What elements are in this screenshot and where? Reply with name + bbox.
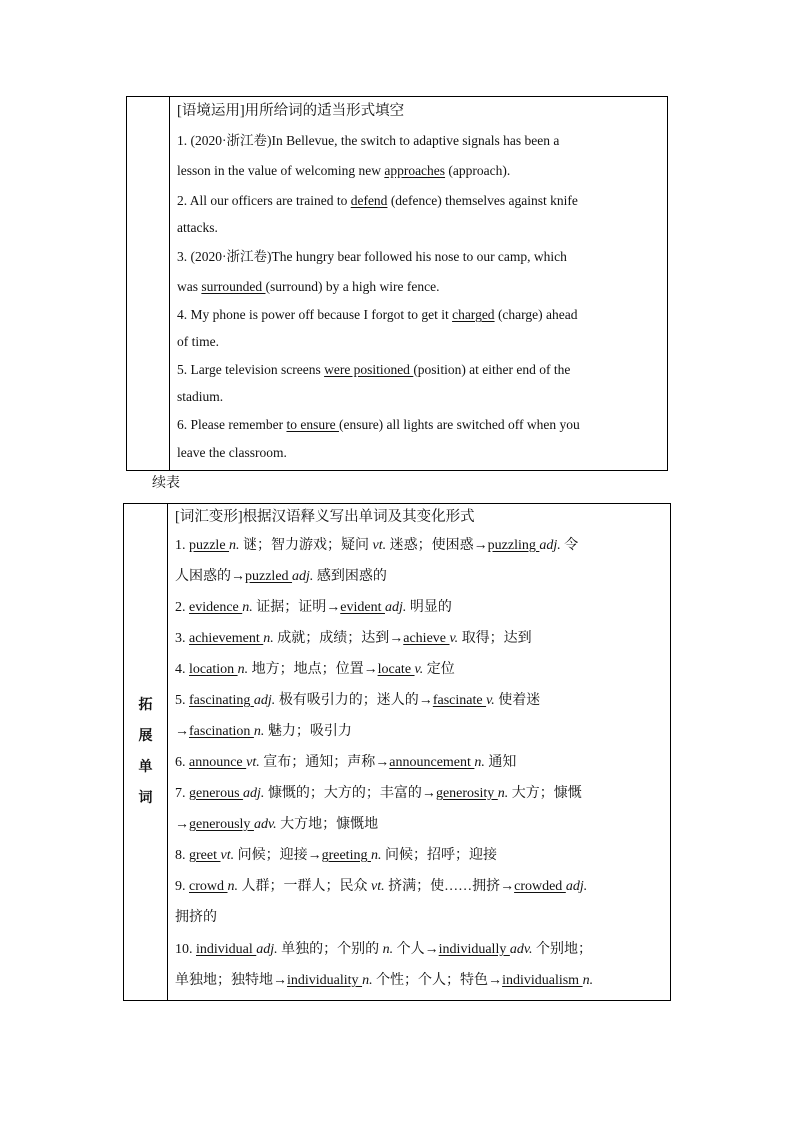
text-segment: (ensure) all lights are switched off when you [338, 417, 580, 432]
text-segment: 个别地； [532, 942, 593, 957]
text-line [177, 360, 661, 380]
answer-blank: defend [350, 193, 388, 208]
text-segment: 5. Large television screens [177, 362, 325, 377]
text-line [177, 191, 661, 211]
text-segment: 谜；智力游戏；疑问 [239, 538, 373, 553]
text-line [175, 908, 664, 928]
text-line [175, 846, 664, 866]
text-segment: 成就；成绩；达到→ [273, 631, 404, 646]
part-of-speech: vt. [220, 848, 235, 863]
answer-blank: location [189, 662, 238, 677]
answer-blank: evident [340, 600, 385, 615]
text-segment: 个性；个人；特色→ [372, 973, 503, 988]
text-segment: → [175, 724, 189, 739]
text-line [175, 784, 664, 804]
part-of-speech: n. [253, 724, 265, 739]
text-segment: 地方；地点；位置→ [248, 662, 378, 677]
text-line [177, 247, 661, 267]
text-line [177, 218, 661, 238]
part-of-speech: v. [486, 693, 495, 708]
text-segment: 3. (2020·浙江卷)The hungry bear followed his nose to our camp, which [177, 249, 567, 264]
answer-blank: fascinate [432, 693, 487, 708]
part-of-speech: v. [449, 631, 459, 646]
text-line [177, 387, 661, 407]
text-segment: 6. [175, 755, 189, 770]
answer-blank: individual [196, 942, 257, 957]
text-segment: 10. [175, 942, 196, 957]
text-segment: attacks. [177, 220, 218, 235]
text-segment: of time. [177, 334, 219, 349]
answer-blank: generosity [435, 786, 498, 801]
side-label-char: 展 [138, 728, 153, 744]
text-segment: 问候；迎接→ [234, 848, 322, 863]
answer-blank: announcement [389, 755, 475, 770]
text-segment: 人困惑的→ [175, 569, 245, 584]
text-segment: 8. [175, 848, 189, 863]
text-line [177, 161, 661, 181]
text-segment: 魅力；吸引力 [264, 724, 352, 739]
part-of-speech: n. [229, 538, 240, 553]
text-segment: (charge) ahead [494, 307, 578, 322]
text-segment: stadium. [177, 389, 224, 404]
text-line [177, 131, 661, 151]
part-of-speech: adj. [384, 600, 407, 615]
text-segment: 问候；招呼；迎接 [381, 848, 497, 863]
answer-blank: to ensure [286, 417, 339, 432]
part-of-speech: vt. [371, 879, 385, 894]
text-segment: (position) at either end of the [413, 362, 571, 377]
part-of-speech: adj. [539, 538, 561, 553]
text-segment: 3. [175, 631, 189, 646]
answer-blank: were positioned [324, 362, 414, 377]
part-of-speech: adv. [253, 817, 277, 832]
text-line [175, 691, 664, 711]
text-line [175, 660, 664, 680]
text-segment: (approach). [445, 163, 511, 178]
continued-label: 续表 [152, 475, 180, 491]
text-segment: lesson in the value of welcoming new [177, 163, 385, 178]
part-of-speech: n. [237, 662, 249, 677]
text-line [175, 722, 664, 742]
text-segment: 拥挤的 [175, 910, 217, 925]
text-segment: 9. [175, 879, 189, 894]
side-label [124, 690, 167, 814]
answer-blank: locate [377, 662, 415, 677]
part-of-speech: vt. [372, 538, 387, 553]
text-segment: 人群；一群人；民众 [238, 879, 371, 894]
text-line [175, 598, 664, 618]
text-line [175, 940, 664, 960]
part-of-speech: v. [414, 662, 424, 677]
part-of-speech: adj. [253, 693, 276, 708]
text-segment: 单独地；独特地→ [175, 973, 287, 988]
text-segment: 7. [175, 786, 189, 801]
text-segment: leave the classroom. [177, 445, 287, 460]
vocab-cell [168, 504, 670, 1000]
answer-blank: fascinating [189, 693, 254, 708]
text-line [175, 536, 664, 556]
text-line [177, 443, 661, 463]
answer-blank: individualism [502, 973, 583, 988]
text-segment: 挤满；使……拥挤→ [384, 879, 515, 894]
text-segment: 慷慨的；大方的；丰富的→ [264, 786, 436, 801]
text-segment: 单独的；个别的 [277, 942, 383, 957]
answer-blank: crowded [514, 879, 566, 894]
part-of-speech: adj. [292, 569, 314, 584]
text-segment: 极有吸引力的；迷人的→ [275, 693, 433, 708]
answer-blank: announce [189, 755, 247, 770]
fill-in-table [126, 96, 668, 471]
text-segment: 2. [175, 600, 189, 615]
part-of-speech: n. [227, 879, 238, 894]
text-line [175, 877, 664, 897]
text-segment: 5. [175, 693, 189, 708]
text-segment: (surround) by a high wire fence. [265, 279, 440, 294]
text-segment: 大方；慷慨 [508, 786, 582, 801]
side-label-char: 拓 [138, 697, 153, 713]
answer-blank: greet [189, 848, 221, 863]
text-segment: 6. Please remember [177, 417, 287, 432]
text-segment: 令 [560, 538, 579, 553]
part-of-speech: vt. [246, 755, 260, 770]
exercise-cell [170, 97, 667, 470]
text-line [177, 305, 661, 325]
text-segment: → [175, 817, 189, 832]
text-line [177, 332, 661, 352]
side-label-char: 词 [138, 790, 153, 806]
text-segment: 明显的 [406, 600, 452, 615]
section-heading: [词汇变形]根据汉语释义写出单词及其变化形式 [175, 509, 475, 525]
text-segment: 大方地；慷慨地 [276, 817, 379, 832]
answer-blank: puzzled [245, 569, 293, 584]
text-segment: 感到困惑的 [313, 569, 387, 584]
part-of-speech: adj. [243, 786, 265, 801]
answer-blank: evidence [189, 600, 243, 615]
text-line [175, 753, 664, 773]
part-of-speech: n. [474, 755, 485, 770]
side-label-char: 单 [138, 759, 153, 775]
side-label-cell [127, 97, 170, 470]
text-segment: 1. [175, 538, 189, 553]
part-of-speech: n. [497, 786, 509, 801]
vocab-table [123, 503, 671, 1001]
text-segment: 个人→ [393, 942, 439, 957]
part-of-speech: n. [242, 600, 253, 615]
text-line [175, 815, 664, 835]
text-segment: 使着迷 [494, 693, 541, 708]
part-of-speech: adj. [256, 942, 278, 957]
answer-blank: individually [438, 942, 510, 957]
text-segment: 通知 [484, 755, 517, 770]
text-line [175, 971, 664, 991]
text-segment: 4. My phone is power off because I forgot to get it [177, 307, 453, 322]
answer-blank: achieve [403, 631, 450, 646]
text-segment: 2. All our officers are trained to [177, 193, 351, 208]
answer-blank: approaches [384, 163, 446, 178]
text-segment: 1. (2020·浙江卷)In Bellevue, the switch to adaptive signals has been a [177, 133, 560, 148]
text-segment: (defence) themselves against knife [387, 193, 578, 208]
text-segment: 取得；达到 [458, 631, 532, 646]
answer-blank: puzzling [487, 538, 540, 553]
part-of-speech: n. [582, 973, 594, 988]
side-label-cell [124, 504, 168, 1000]
text-line [175, 567, 664, 587]
text-line [175, 629, 664, 649]
answer-blank: puzzle [189, 538, 230, 553]
answer-blank: generous [189, 786, 244, 801]
answer-blank: greeting [321, 848, 371, 863]
part-of-speech: n. [370, 848, 382, 863]
answer-blank: achievement [189, 631, 264, 646]
section-heading: [语境运用]用所给词的适当形式填空 [177, 103, 405, 119]
answer-blank: charged [452, 307, 495, 322]
text-segment: 迷惑；使困惑→ [386, 538, 488, 553]
answer-blank: surrounded [201, 279, 266, 294]
text-segment: 宣布；通知；声称→ [259, 755, 390, 770]
text-segment: 证据；证明→ [252, 600, 341, 615]
answer-blank: individuality [287, 973, 363, 988]
text-line [177, 277, 661, 297]
part-of-speech: n. [362, 973, 373, 988]
text-line [177, 415, 661, 435]
text-segment: 定位 [423, 662, 455, 677]
part-of-speech: adv. [509, 942, 533, 957]
part-of-speech: n. [382, 942, 394, 957]
answer-blank: crowd [189, 879, 228, 894]
part-of-speech: n. [263, 631, 274, 646]
answer-blank: fascination [189, 724, 254, 739]
answer-blank: generously [189, 817, 254, 832]
part-of-speech: adj. [565, 879, 588, 894]
text-segment: was [177, 279, 202, 294]
text-segment: 4. [175, 662, 189, 677]
